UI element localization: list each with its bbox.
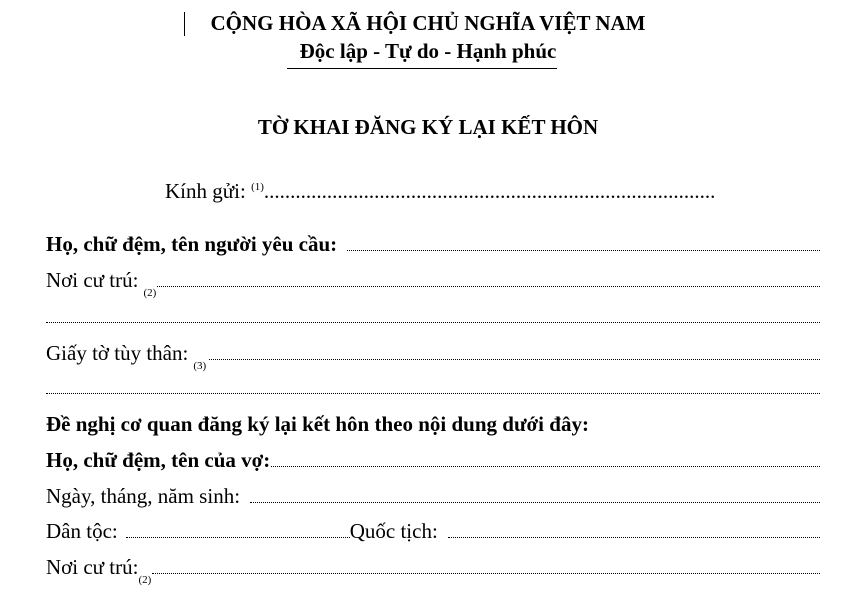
wife-residence-label: Nơi cư trú: (46, 555, 139, 579)
wife-dob-field[interactable] (250, 502, 820, 503)
addressee-footnote: (1) (251, 181, 264, 193)
addressee-row (165, 178, 715, 204)
wife-name-row (46, 447, 820, 473)
wife-ethnicity-nationality-row (46, 518, 820, 544)
wife-residence-field[interactable] (152, 573, 820, 574)
addressee-label: Kính gửi: (165, 179, 246, 203)
wife-ethnicity-label: Dân tộc: (46, 519, 118, 543)
requester-id-doc-row: Giấy tờ tùy thân: (3) (46, 340, 820, 366)
wife-nationality-label: Quốc tịch: (349, 519, 438, 543)
wife-ethnicity-field[interactable] (126, 537, 350, 538)
requester-residence-row: Nơi cư trú: (2) (46, 267, 820, 293)
wife-nationality-field[interactable] (448, 537, 820, 538)
request-statement: Đề nghị cơ quan đăng ký lại kết hôn theo nội dung dưới đây: (46, 412, 589, 436)
requester-name-row (46, 231, 820, 257)
requester-name-field[interactable] (347, 250, 820, 251)
motto-underline (287, 68, 557, 69)
wife-name-field[interactable] (271, 466, 820, 467)
addressee-field[interactable]: ...................................................................................... (263, 179, 716, 203)
requester-id-doc-label: Giấy tờ tùy thân: (46, 341, 189, 365)
national-title: CỘNG HÒA XÃ HỘI CHỦ NGHĨA VIỆT NAM (210, 11, 646, 35)
wife-residence-row: Nơi cư trú: (2) (46, 554, 820, 580)
requester-id-doc-field-line2[interactable] (46, 393, 820, 394)
wife-dob-label: Ngày, tháng, năm sinh: (46, 484, 241, 508)
requester-residence-field[interactable] (157, 286, 820, 287)
form-title: TỜ KHAI ĐĂNG KÝ LẠI KẾT HÔN (257, 115, 599, 139)
wife-name-label: Họ, chữ đệm, tên của vợ: (46, 448, 271, 472)
requester-name-label: Họ, chữ đệm, tên người yêu cầu: (46, 232, 338, 256)
national-motto: Độc lập - Tự do - Hạnh phúc (299, 39, 557, 63)
requester-residence-label: Nơi cư trú: (46, 268, 139, 292)
requester-residence-field-line2[interactable] (46, 322, 820, 323)
requester-id-doc-field[interactable] (209, 359, 820, 360)
wife-dob-row (46, 483, 820, 509)
request-statement-row (46, 411, 820, 437)
